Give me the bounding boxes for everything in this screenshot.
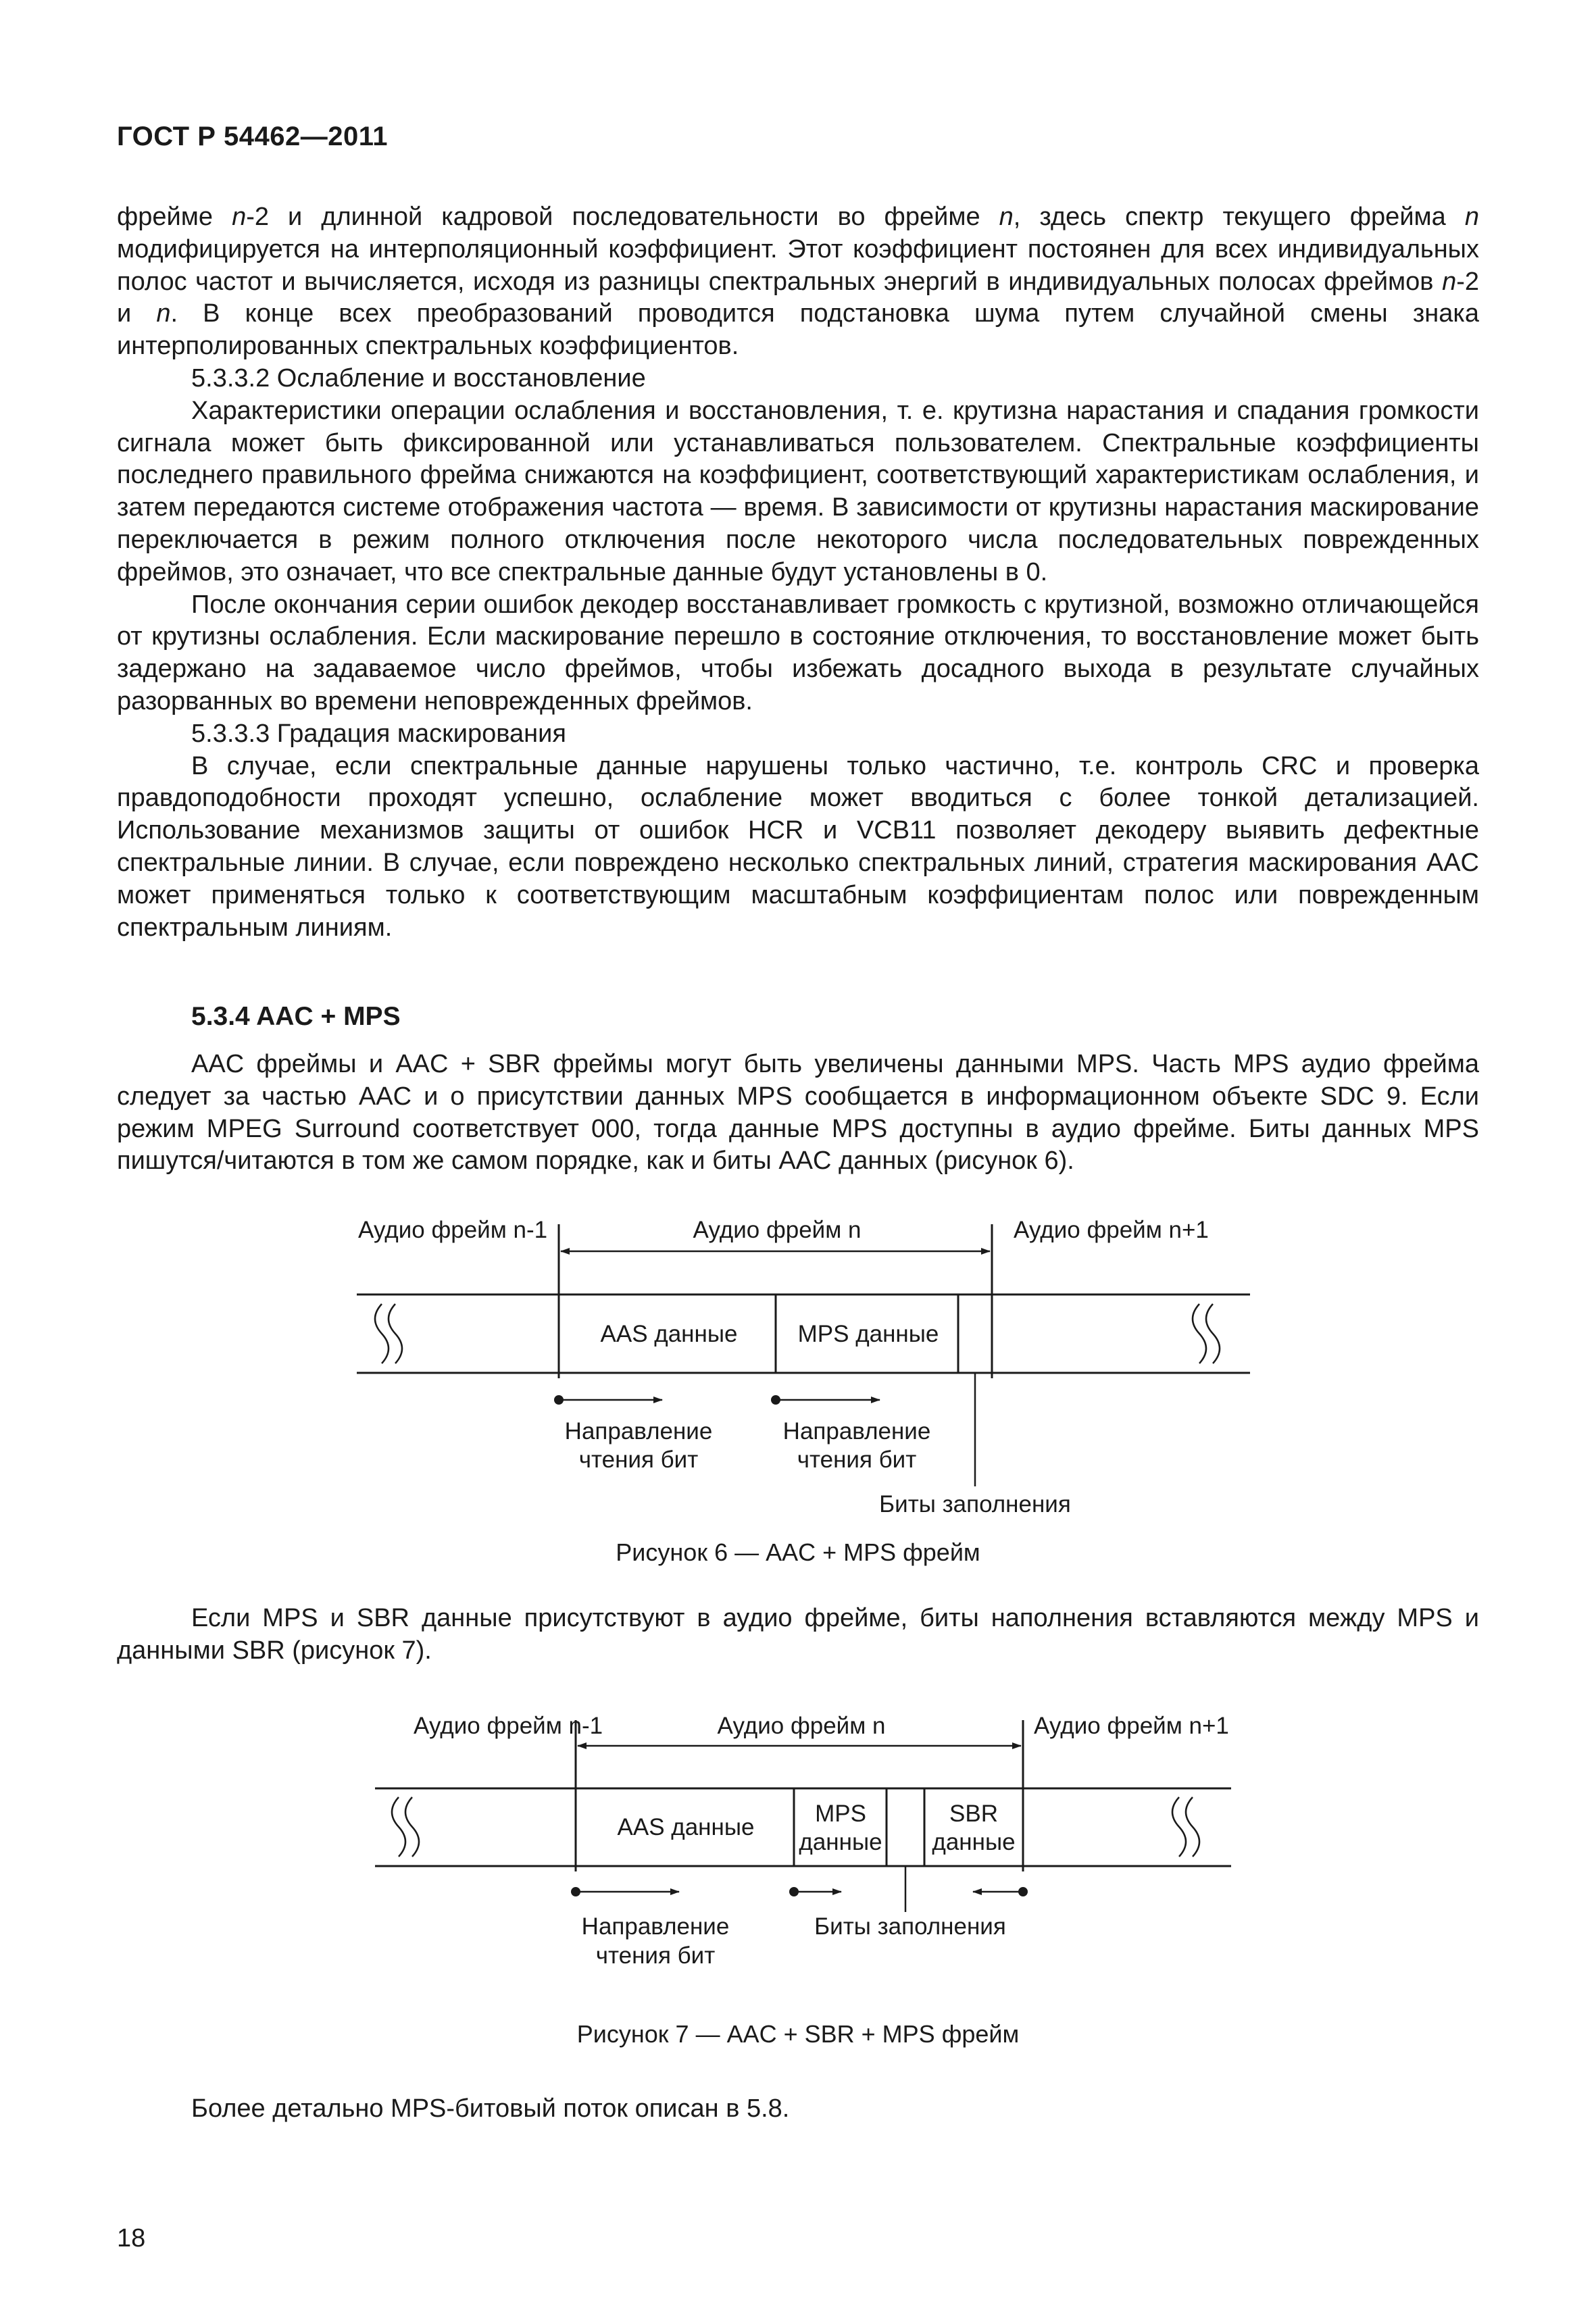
fig6-read-dir-2a: Направление — [782, 1418, 931, 1444]
fig7-label-prev: Аудио фрейм n-1 — [414, 1713, 603, 1739]
paragraph-fade-characteristics: Характеристики операции ослабления и восстановления, т. е. крутизна нарастания и спадания громкости сигнала может быть фиксированной или устанавливаться пользователем. Спектральные коэффициенты последнего правильного фрейма снижаются на коэффициент, соответствующий характеристикам ослабления, и затем передаются системе отображения частота — время. В зависимости от крутизны нарастания маскирование переключается в режим полного отключения после некоторого числа последовательных поврежденных фреймов, это означает, что все спектральные данные будут установлены в 0. — [117, 396, 1479, 586]
fig7-sbr-end-dot — [1018, 1887, 1028, 1896]
paragraph-aac-mps-text: AAC фреймы и AAC + SBR фреймы могут быть увеличены данными MPS. Часть MPS аудио фрейма следует за частью AAC и о присутствии данных MPS сообщается в информационном объекте SDC 9. Если режим MPEG Surround соответствует 000, тогда данные MPS доступны в аудио фрейме. Биты данных MPS пишутся/читаются в том же самом порядке, как и биты AAC данных (рисунок 6). — [117, 1050, 1479, 1176]
figure-7-diagram — [0, 1703, 1596, 1986]
fig7-box-mps-1: MPS — [815, 1801, 866, 1827]
paragraph-masking-gradation: В случае, если спектральные данные нарушены только частично, т.е. контроль CRC и проверка правдоподобности проходят успешно, ослабление может вводиться с более тонкой детализацией. Использование механизмов защиты от ошибок HCR и VCB11 позволяет декодеру выявить дефектные спектральные линии. В случае, если повреждено несколько спектральных линий, стратегия маскирования AAC может применяться только к соответствующим масштабным коэффициентам полос или поврежденным спектральным линиям. — [117, 751, 1479, 942]
fig7-label-next: Аудио фрейм n+1 — [1034, 1713, 1229, 1739]
subsection-heading-5-3-3-3: 5.3.3.3 Градация маскирования — [191, 719, 566, 748]
paragraph-continuation: фрейме n-2 и длинной кадровой последовательности во фрейме n, здесь спектр текущего фрейма n модифицируется на интерполяционный коэффициент. Этот коэффициент постоянен для всех индивидуальных полос частот и вычисляется, исходя из разницы спектральных энергий в индивидуальных полосах фреймов n-2 и n. В конце всех преобразований проводится подстановка шума путем случайной смены знака интерполированных спектральных коэффициентов. — [117, 203, 1479, 361]
paragraph-final — [117, 2093, 1479, 2126]
fig7-box-aas: AAS данные — [617, 1814, 755, 1840]
fig7-box-sbr-2: данные — [932, 1829, 1016, 1855]
body-top — [117, 201, 1479, 944]
fig7-read-dir-b: чтения бит — [595, 1942, 716, 1969]
document-header: ГОСТ Р 54462—2011 — [117, 122, 388, 151]
fig7-mps-end-dot — [789, 1887, 799, 1896]
section-heading: 5.3.4 AAC + MPS — [191, 1002, 401, 1031]
fig7-fill-bits-label: Биты заполнения — [814, 1913, 1006, 1940]
fig6-break-left-icon — [375, 1304, 402, 1363]
fig7-break-right-icon — [1172, 1797, 1199, 1857]
fig7-read-start-dot — [571, 1887, 580, 1896]
fig6-fill-bits-label: Биты заполнения — [879, 1491, 1071, 1517]
page-number: 18 — [117, 2224, 146, 2253]
fig6-read-dir-1b: чтения бит — [578, 1447, 699, 1473]
fig6-label-prev: Аудио фрейм n-1 — [358, 1217, 548, 1243]
fig6-break-right-icon — [1193, 1304, 1220, 1363]
fig7-label-cur: Аудио фрейм n — [717, 1713, 886, 1739]
figure-6-diagram — [0, 1203, 1596, 1527]
fig6-read-dir-2b: чтения бит — [797, 1447, 917, 1473]
fig7-read-dir-a: Направление — [581, 1913, 730, 1940]
fig6-label-next: Аудио фрейм n+1 — [1014, 1217, 1209, 1243]
paragraph-aac-mps — [117, 1049, 1479, 1178]
subsection-heading-5-3-3-2: 5.3.3.2 Ослабление и восстановление — [191, 363, 646, 393]
paragraph-recovery: После окончания серии ошибок декодер восстанавливает громкость с крутизной, возможно отличающейся от крутизны ослабления. Если маскирование перешло в состояние отключения, то восстановление может быть задержано на задаваемое число фреймов, чтобы избежать досадного выхода в результате случайных разорванных во времени неповрежденных фреймов. — [117, 590, 1479, 715]
fig6-read-start-dot-1 — [554, 1395, 564, 1405]
fig7-box-mps-2: данные — [799, 1829, 882, 1855]
fig6-label-cur: Аудио фрейм n — [693, 1217, 862, 1243]
fig6-box-mps: MPS данные — [797, 1321, 939, 1347]
fig6-read-start-dot-2 — [771, 1395, 780, 1405]
paragraph-mps-sbr-text: Если MPS и SBR данные присутствуют в аудио фрейме, биты наполнения вставляются между MPS и данными SBR (рисунок 7). — [117, 1604, 1479, 1665]
fig7-break-left-icon — [392, 1797, 419, 1857]
paragraph-mps-sbr — [117, 1603, 1479, 1667]
fig7-box-sbr-1: SBR — [949, 1801, 998, 1827]
fig6-box-aas: AAS данные — [600, 1321, 738, 1347]
figure-7-caption: Рисунок 7 — AAC + SBR + MPS фрейм — [576, 2020, 1020, 2048]
figure-6-caption: Рисунок 6 — AAC + MPS фрейм — [616, 1538, 980, 1566]
paragraph-final-text: Более детально MPS-битовый поток описан в 5.8. — [191, 2094, 790, 2123]
fig6-read-dir-1a: Направление — [564, 1418, 713, 1444]
